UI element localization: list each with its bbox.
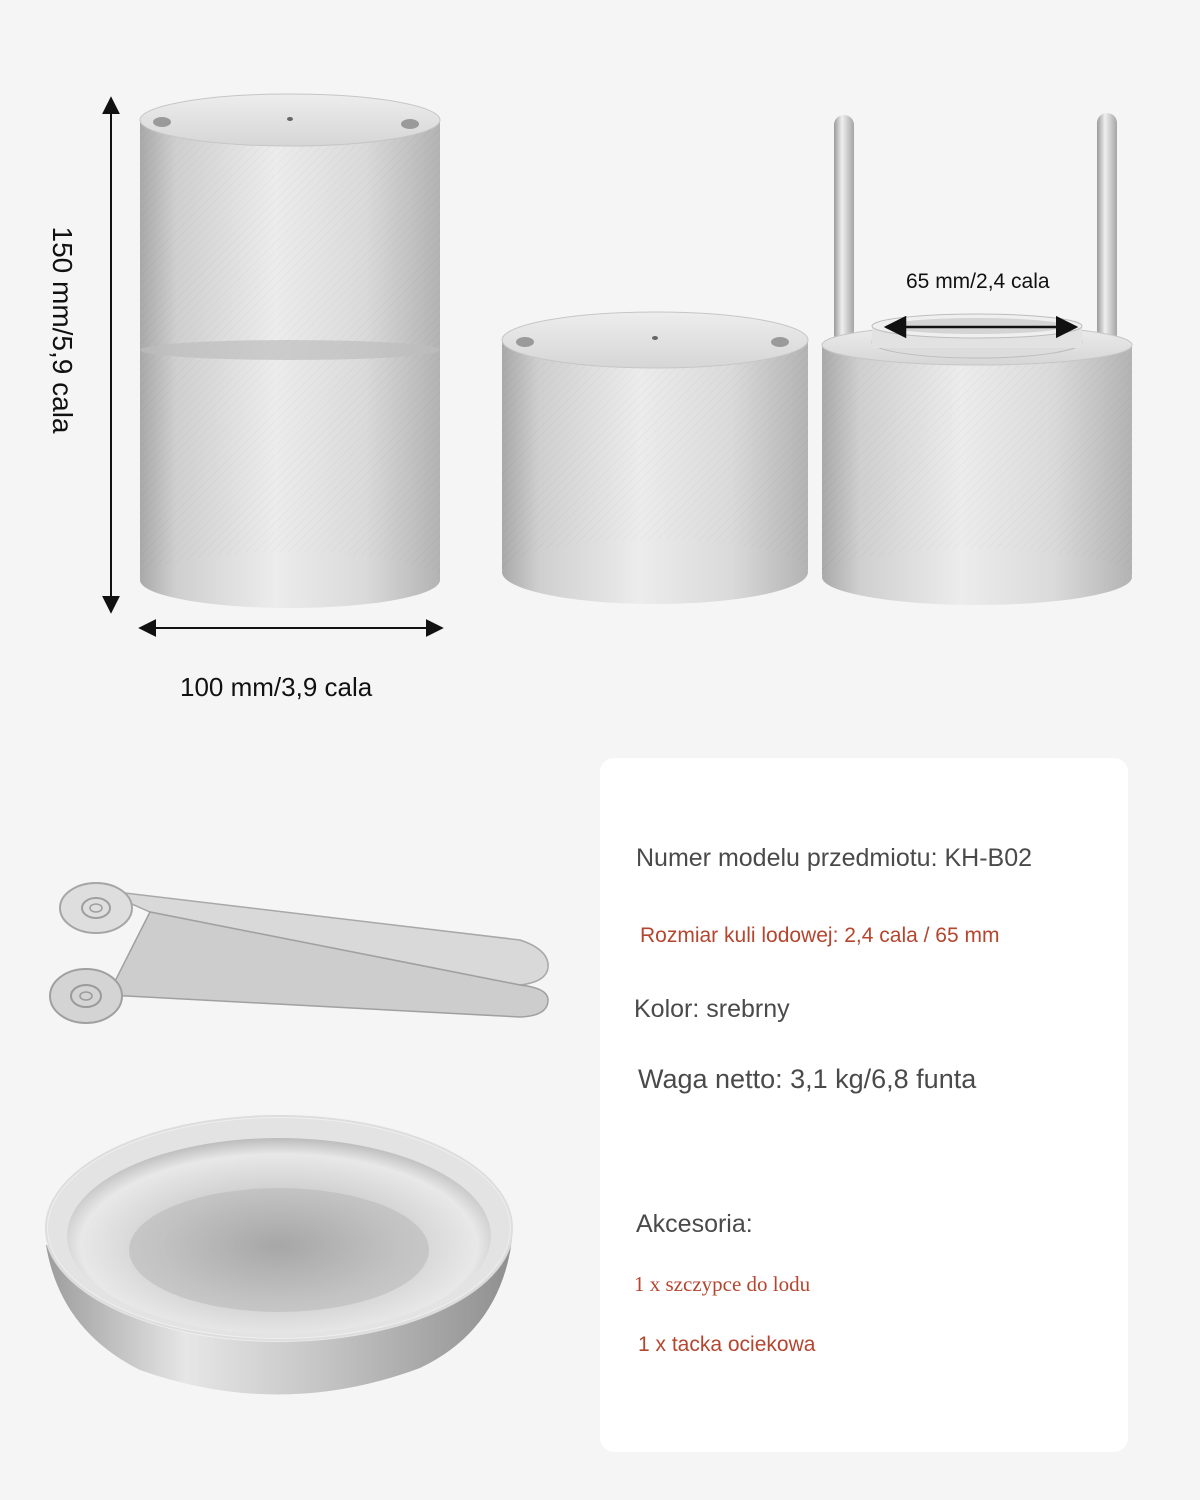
- color-text: Kolor: srebrny: [634, 995, 790, 1023]
- accessory-tongs-text: 1 x szczypce do lodu: [634, 1272, 811, 1296]
- ball-size-dimension-label: 65 mm/2,4 cala: [906, 270, 1050, 293]
- net-weight-text: Waga netto: 3,1 kg/6,8 funta: [638, 1064, 977, 1094]
- width-dimension-label: 100 mm/3,9 cala: [180, 672, 373, 702]
- accessories-title: Akcesoria:: [636, 1210, 753, 1238]
- ice-ball-size-text: Rozmiar kuli lodowej: 2,4 cala / 65 mm: [640, 924, 1000, 947]
- model-number-text: Numer modelu przedmiotu: KH-B02: [636, 844, 1032, 872]
- accessory-tray-text: 1 x tacka ociekowa: [638, 1333, 816, 1356]
- height-dimension-label: 150 mm/5,9 cala: [47, 226, 78, 434]
